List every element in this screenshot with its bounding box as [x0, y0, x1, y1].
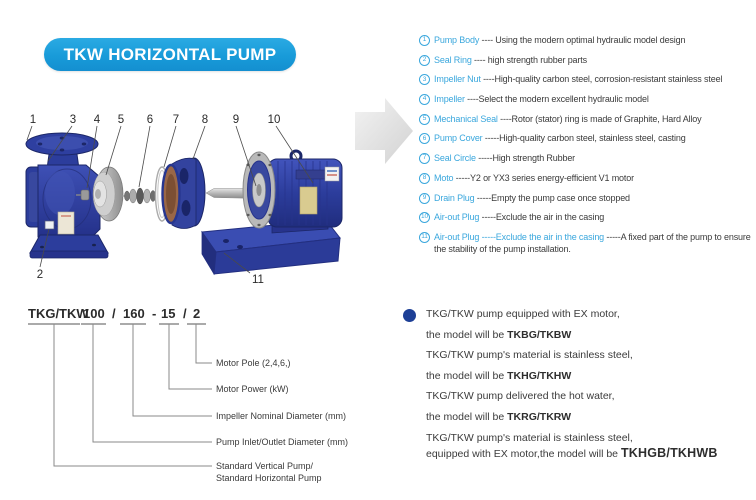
circled-number-icon: 11 — [419, 232, 430, 243]
variant-line — [426, 432, 756, 445]
part-number-2: 2 — [36, 269, 44, 281]
part-name: Pump Cover — [434, 133, 483, 144]
part-name: Impeller Nut — [434, 74, 481, 85]
part-desc: ----Select the modern excellent hydraulic model — [467, 94, 649, 105]
part-number-7: 7 — [172, 114, 180, 126]
circled-number-icon: 4 — [419, 94, 430, 105]
variant-text: the model will be — [426, 410, 508, 423]
part-name: Pump Body — [434, 35, 480, 45]
model-segment-power: 15 — [161, 306, 176, 321]
variant-model: TKHGB/TKHWB — [620, 446, 718, 461]
circled-number-icon: 7 — [419, 153, 430, 164]
part-name: Air-out Plug -----Exclude the air in the casing — [434, 231, 605, 242]
motor-cert-label — [325, 167, 339, 181]
part-number-5: 5 — [117, 114, 125, 126]
part-name: Drain Plug — [434, 192, 475, 203]
list-item — [419, 153, 756, 165]
variant-text: the model will be — [426, 369, 508, 382]
model-separator: / — [183, 306, 187, 321]
part-number-4: 4 — [93, 114, 101, 126]
model-separator: - — [152, 306, 157, 321]
variant-model: TKHG/TKHW — [507, 369, 572, 382]
part-desc: -----A fixed part of the pump to ensure the stability of the pump installation. — [434, 231, 751, 254]
part-number-1: 1 — [29, 114, 37, 126]
label-motor-pole: Motor Pole (2,4,6,) — [216, 358, 291, 368]
mechanical-seal — [122, 188, 156, 204]
parts-list — [419, 35, 756, 263]
part-desc: ----Rotor (stator) ring is made of Graphite, Hard Alloy — [500, 113, 702, 124]
variant-line — [426, 329, 756, 342]
part-name: Moto — [434, 172, 454, 183]
part-desc: -----Y2 or YX3 series energy-efficient V1 motor — [455, 172, 634, 183]
label-impeller-diameter: Impeller Nominal Diameter (mm) — [216, 411, 347, 421]
variant-line — [426, 370, 756, 383]
part-name: Impeller — [434, 94, 465, 105]
variant-model: TKRG/TKRW — [507, 410, 572, 423]
part-desc: -----High-quality carbon steel, stainless steel, casting — [484, 133, 686, 144]
part-desc: -----High strength Rubber — [478, 153, 576, 164]
list-item — [419, 55, 756, 67]
model-connectors — [54, 324, 212, 466]
list-item — [419, 94, 756, 106]
variant-models-block — [400, 302, 756, 469]
motor-nameplate — [300, 187, 317, 214]
part-number-9: 9 — [232, 114, 240, 126]
list-item — [419, 193, 756, 205]
part-name: Seal Circle — [434, 153, 476, 164]
model-segment-series: TKG/TKW — [28, 306, 89, 321]
part-desc: ---- Using the modern optimal hydraulic model design — [481, 35, 686, 45]
variant-text: TKG/TKW pump equipped with EX motor, — [426, 308, 620, 320]
variant-model: TKBG/TKBW — [507, 328, 572, 341]
list-item — [419, 35, 756, 47]
circled-number-icon: 8 — [419, 173, 430, 184]
variant-text: the model will be — [426, 328, 508, 341]
part-number-8: 8 — [201, 114, 209, 126]
label-inlet-diameter: Pump Inlet/Outlet Diameter (mm) — [216, 437, 349, 447]
model-labels — [216, 358, 348, 483]
circled-number-icon: 6 — [419, 133, 430, 144]
variant-line — [426, 390, 756, 403]
model-segment-impeller: 160 — [123, 306, 145, 321]
variant-line — [426, 349, 756, 362]
part-name: Mechanical Seal — [434, 113, 498, 124]
circled-number-icon: 5 — [419, 114, 430, 125]
variant-line — [426, 446, 756, 461]
motor — [243, 151, 342, 233]
variant-text: equipped with EX motor,the model will be — [426, 448, 621, 461]
part-name: Air-out Plug — [434, 212, 480, 223]
part-number-3: 3 — [69, 114, 77, 126]
casing-label — [58, 212, 74, 234]
part-number-6: 6 — [146, 114, 154, 126]
part-desc: -----Exclude the air in the casing — [481, 212, 605, 223]
page-title: TKW HORIZONTAL PUMP — [63, 44, 277, 64]
list-item — [419, 74, 756, 86]
circled-number-icon: 9 — [419, 193, 430, 204]
list-item — [419, 133, 756, 145]
model-segment-pole: 2 — [193, 306, 201, 321]
part-desc: ----High-quality carbon steel, corrosion-resistant stainless steel — [483, 74, 723, 85]
variant-text: TKG/TKW pump's material is stainless steel, — [426, 349, 633, 362]
label-standard-vertical: Standard Vertical Pump/ — [216, 461, 314, 471]
model-segment-inlet: 100 — [83, 306, 105, 321]
bullet-icon — [403, 309, 416, 322]
list-item — [419, 212, 756, 224]
model-code — [28, 306, 200, 321]
model-code-diagram — [20, 293, 410, 498]
circled-number-icon: 1 — [419, 35, 430, 46]
list-item — [419, 173, 756, 185]
variant-line — [426, 308, 756, 321]
circled-number-icon: 2 — [419, 55, 430, 66]
pump-cover — [163, 158, 206, 229]
part-number-10: 10 — [267, 114, 281, 126]
variant-line — [426, 411, 756, 424]
circled-number-icon: 10 — [419, 212, 430, 223]
drain-plug — [45, 221, 54, 229]
title-banner — [44, 38, 296, 71]
part-number-11: 11 — [252, 274, 264, 286]
model-separator: / — [112, 306, 116, 321]
part-desc: -----Empty the pump case once stopped — [476, 192, 630, 203]
label-motor-power: Motor Power (kW) — [216, 384, 289, 394]
part-name: Seal Ring — [434, 54, 472, 65]
flow-arrow-icon — [355, 98, 413, 164]
list-item — [419, 114, 756, 126]
circled-number-icon: 3 — [419, 74, 430, 85]
label-standard-horizontal: Standard Horizontal Pump — [216, 473, 322, 483]
variant-text: TKG/TKW pump's material is stainless steel, — [426, 431, 633, 444]
part-desc: ---- high strength rubber parts — [474, 54, 587, 65]
list-item — [419, 232, 756, 255]
variant-text: TKG/TKW pump delivered the hot water, — [426, 390, 615, 403]
pump-exploded-diagram — [10, 95, 430, 290]
